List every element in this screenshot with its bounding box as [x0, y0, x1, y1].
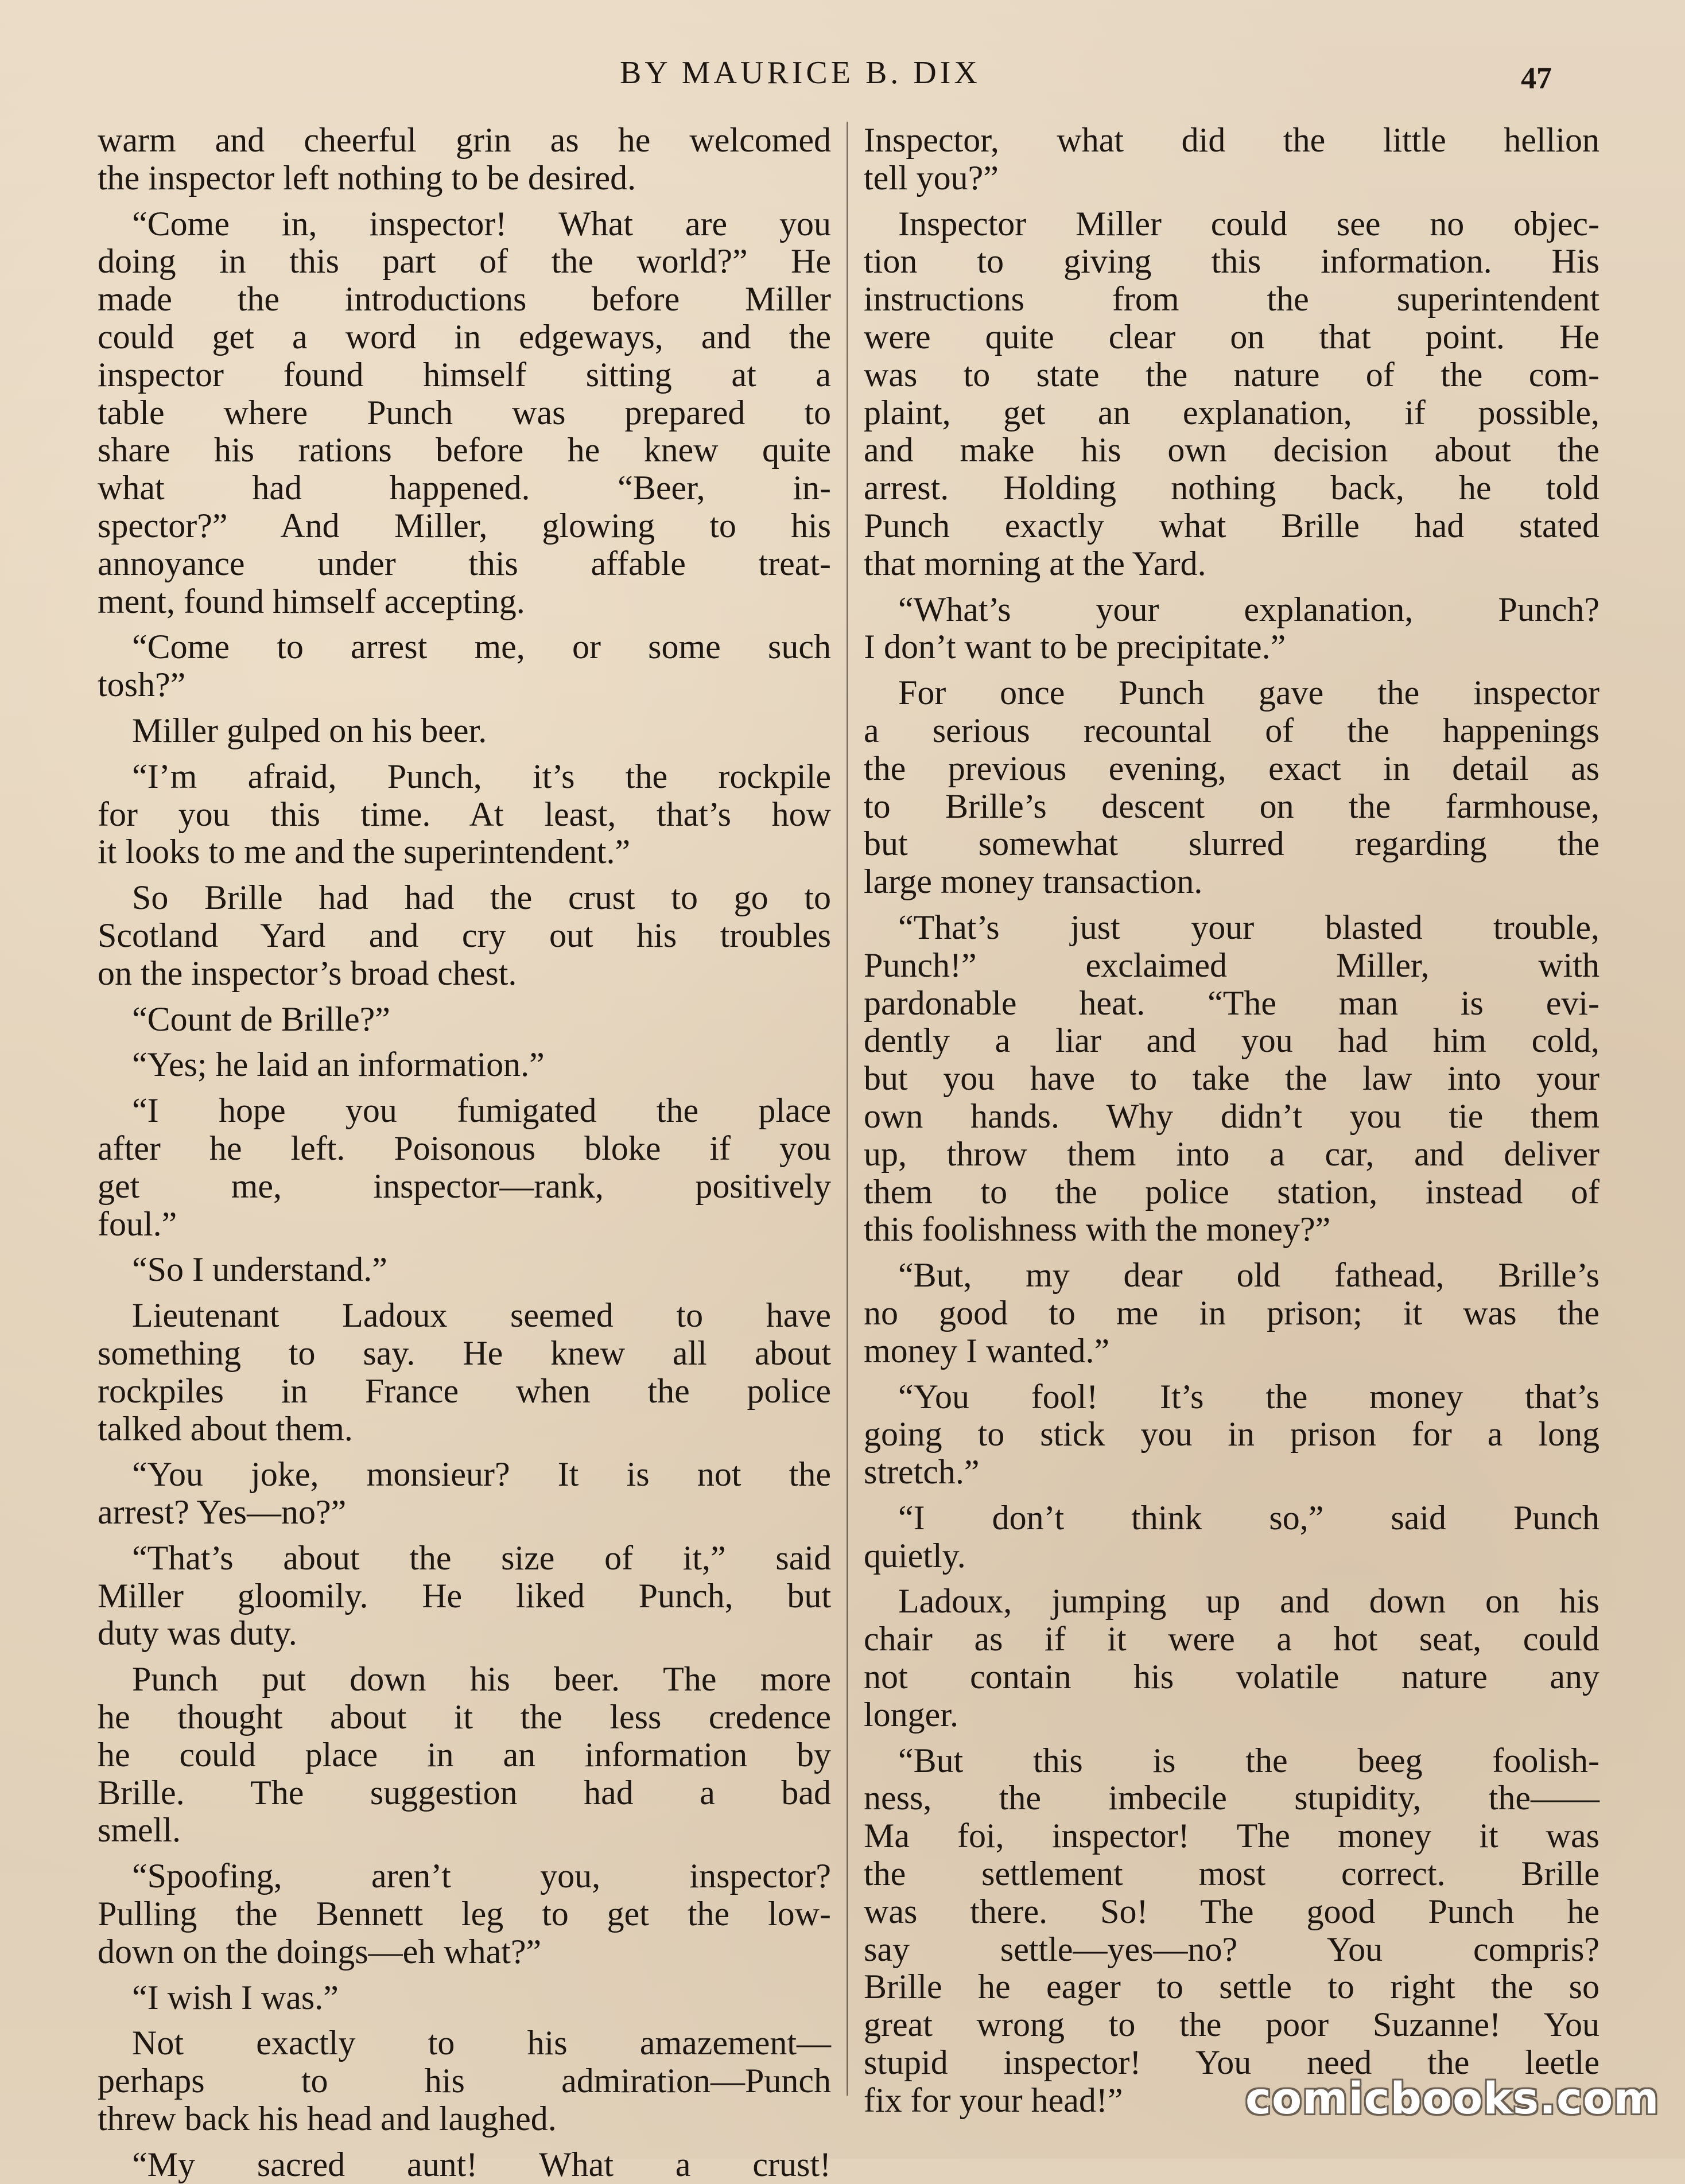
right-text-column: [864, 122, 1599, 2120]
text-line: the settlement most correct. Brille: [864, 1855, 1599, 1893]
text-line: Ladoux, jumping up and down on his: [898, 1582, 1599, 1620]
text-line: inspector found himself sitting at a: [98, 355, 831, 394]
text-line: chair as if it were a hot seat, could: [864, 1620, 1599, 1658]
text-line: “Spoofing, aren’t you, inspector?: [132, 1857, 831, 1895]
text-line: could get a word in edgeways, and the: [98, 317, 831, 356]
text-line: the previous evening, exact in detail as: [864, 749, 1599, 787]
text-line: “But, my dear old fathead, Brille’s: [898, 1256, 1599, 1295]
text-line: what had happened. “Beer, in-: [98, 469, 831, 507]
text-line: Ma foi, inspector! The money it was: [864, 1817, 1599, 1855]
text-line: “That’s just your blasted trouble,: [898, 908, 1599, 946]
text-line: share his rations before he knew quite: [98, 431, 831, 469]
text-line: that morning at the Yard.: [864, 544, 1206, 582]
text-line: arrest? Yes—no?”: [98, 1493, 347, 1532]
text-line: it looks to me and the superintendent.”: [98, 833, 631, 871]
text-line: Not exactly to his amazement—: [132, 2024, 831, 2062]
text-line: perhaps to his admiration—Punch: [98, 2062, 831, 2100]
text-line: Scotland Yard and cry out his troubles: [98, 916, 831, 954]
text-line: “You joke, monsieur? It is not the: [132, 1455, 831, 1494]
text-line: down on the doings—eh what?”: [98, 1932, 542, 1971]
text-line: say settle—yes—no? You compris?: [864, 1930, 1599, 1968]
watermark-logo: comicbooks.com: [1245, 2073, 1660, 2124]
text-line: “Yes; he laid an information.”: [132, 1046, 545, 1084]
text-line: stupid inspector! You need the leetle: [864, 2043, 1599, 2082]
column-divider: [847, 122, 848, 2096]
text-line: a serious recountal of the happenings: [864, 711, 1599, 749]
text-line: made the introductions before Miller: [98, 280, 831, 318]
text-line: ness, the imbecile stupidity, the——: [864, 1779, 1599, 1817]
text-line: get me, inspector—rank, positively: [98, 1167, 831, 1205]
text-line: was to state the nature of the com-: [864, 355, 1599, 394]
text-line: were quite clear on that point. He: [864, 317, 1599, 356]
text-line: smell.: [98, 1811, 181, 1849]
text-line: Punch exactly what Brille had stated: [864, 506, 1599, 545]
text-line: stretch.”: [864, 1453, 980, 1491]
text-line: after he left. Poisonous bloke if you: [98, 1129, 831, 1167]
text-line: table where Punch was prepared to: [98, 393, 831, 432]
text-line: tell you?”: [864, 158, 999, 197]
text-line: So Brille had had the crust to go to: [132, 879, 831, 917]
text-line: Brille. The suggestion had a bad: [98, 1773, 831, 1812]
text-line: annoyance under this affable treat-: [98, 544, 831, 582]
text-line: but you have to take the law into your: [864, 1059, 1599, 1098]
text-line: Punch!” exclaimed Miller, with: [864, 946, 1599, 984]
text-line: dently a liar and you had him cold,: [864, 1021, 1599, 1060]
text-line: and make his own decision about the: [864, 431, 1599, 469]
text-line: tion to giving this information. His: [864, 242, 1599, 281]
text-line: ment, found himself accepting.: [98, 582, 525, 620]
text-line: Pulling the Bennett leg to get the low-: [98, 1895, 831, 1933]
text-line: no good to me in prison; it was the: [864, 1293, 1599, 1332]
text-line: Miller gulped on his beer.: [132, 711, 487, 749]
text-line: fix for your head!”: [864, 2081, 1123, 2119]
text-line: “I don’t think so,” said Punch: [898, 1498, 1599, 1537]
text-line: “That’s about the size of it,” said: [132, 1538, 831, 1577]
text-line: Punch put down his beer. The more: [132, 1660, 831, 1699]
text-line: foul.”: [98, 1204, 177, 1243]
text-line: quietly.: [864, 1536, 966, 1575]
text-line: Miller gloomily. He liked Punch, but: [98, 1576, 831, 1615]
text-line: “So I understand.”: [132, 1250, 387, 1289]
text-line: “Come to arrest me, or some such: [132, 628, 831, 666]
text-line: on the inspector’s broad chest.: [98, 954, 517, 992]
text-line: rockpiles in France when the police: [98, 1371, 831, 1410]
left-text-column: [98, 122, 831, 2184]
text-line: arrest. Holding nothing back, he told: [864, 469, 1599, 507]
text-line: own hands. Why didn’t you tie them: [864, 1097, 1599, 1135]
text-line: money I wanted.”: [864, 1331, 1110, 1370]
text-line: longer.: [864, 1695, 958, 1734]
text-line: he thought about it the less credence: [98, 1698, 831, 1736]
text-line: I don’t want to be precipitate.”: [864, 628, 1286, 666]
text-line: Inspector Miller could see no objec-: [898, 204, 1599, 243]
text-line: was there. So! The good Punch he: [864, 1892, 1599, 1930]
text-line: but somewhat slurred regarding the: [864, 825, 1599, 863]
text-line: up, throw them into a car, and deliver: [864, 1134, 1599, 1173]
text-line: not contain his volatile nature any: [864, 1658, 1599, 1696]
text-line: the inspector left nothing to be desired.: [98, 158, 636, 197]
text-line: duty was duty.: [98, 1614, 297, 1653]
text-line: “But this is the beeg foolish-: [898, 1741, 1599, 1779]
text-line: “You fool! It’s the money that’s: [898, 1377, 1599, 1416]
text-line: talked about them.: [98, 1409, 353, 1448]
text-line: doing in this part of the world?” He: [98, 242, 831, 281]
text-line: Lieutenant Ladoux seemed to have: [132, 1296, 831, 1335]
text-line: spector?” And Miller, glowing to his: [98, 506, 831, 545]
text-line: For once Punch gave the inspector: [898, 674, 1599, 712]
text-line: large money transaction.: [864, 862, 1203, 901]
text-line: something to say. He knew all about: [98, 1334, 831, 1372]
text-line: he could place in an information by: [98, 1735, 831, 1774]
text-line: threw back his head and laughed.: [98, 2100, 557, 2138]
text-line: pardonable heat. “The man is evi-: [864, 984, 1599, 1022]
text-line: to Brille’s descent on the farmhouse,: [864, 787, 1599, 825]
page-number: 47: [1521, 61, 1552, 95]
text-line: “My sacred aunt! What a crust!: [132, 2145, 831, 2183]
text-line: them to the police station, instead of: [864, 1172, 1599, 1211]
text-line: “Come in, inspector! What are you: [132, 204, 831, 243]
text-line: for you this time. At least, that’s how: [98, 795, 831, 833]
text-line: “I’m afraid, Punch, it’s the rockpile: [132, 757, 831, 795]
text-line: going to stick you in prison for a long: [864, 1415, 1599, 1454]
text-line: tosh?”: [98, 666, 186, 704]
text-line: instructions from the superintendent: [864, 280, 1599, 318]
text-line: “I wish I was.”: [132, 1978, 339, 2016]
text-line: “I hope you fumigated the place: [132, 1091, 831, 1130]
running-title: BY MAURICE B. DIX: [620, 55, 981, 91]
text-line: “What’s your explanation, Punch?: [898, 590, 1599, 628]
text-line: Brille he eager to settle to right the so: [864, 1968, 1599, 2006]
text-line: plaint, get an explanation, if possible,: [864, 393, 1599, 432]
text-line: warm and cheerful grin as he welcomed: [98, 121, 831, 159]
text-line: Inspector, what did the little hellion: [864, 121, 1599, 159]
text-line: this foolishness with the money?”: [864, 1210, 1331, 1249]
text-line: great wrong to the poor Suzanne! You: [864, 2006, 1599, 2044]
text-line: “Count de Brille?”: [132, 1000, 390, 1038]
